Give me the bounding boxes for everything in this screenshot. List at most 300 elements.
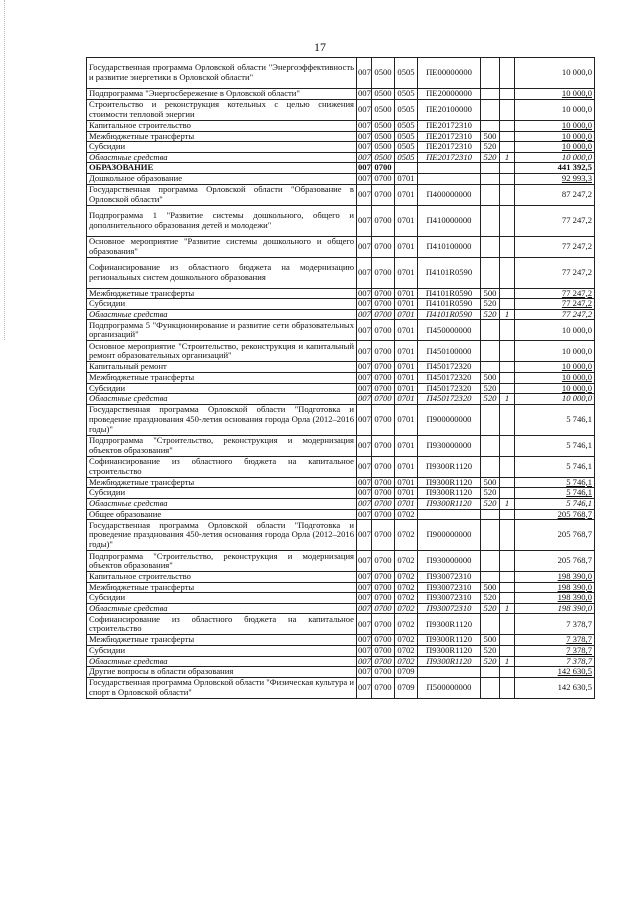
- cell-amount: 87 247,2: [515, 184, 595, 205]
- cell-section-code: 0700: [372, 477, 395, 488]
- cell-section-code: 0700: [372, 299, 395, 310]
- cell-section-code: 0700: [372, 383, 395, 394]
- cell-row-name: Областные средства: [87, 603, 357, 614]
- cell-expense-type-code: [481, 572, 500, 583]
- cell-funding-source-code: [500, 477, 515, 488]
- cell-funding-source-code: 1: [500, 498, 515, 509]
- cell-expense-type-code: 520: [481, 488, 500, 499]
- cell-row-name: Софинансирование из областного бюджета на капитальное строительство: [87, 456, 357, 477]
- cell-expense-type-code: 520: [481, 498, 500, 509]
- cell-funding-source-code: [500, 163, 515, 174]
- cell-subsection-code: 0701: [395, 456, 418, 477]
- table-row: [87, 205, 595, 236]
- cell-row-name: Субсидии: [87, 646, 357, 657]
- cell-funding-source-code: [500, 320, 515, 341]
- cell-section-code: 0700: [372, 309, 395, 320]
- cell-funding-source-code: [500, 572, 515, 583]
- cell-target-article-code: П9300R1120: [418, 456, 481, 477]
- cell-subsection-code: 0702: [395, 603, 418, 614]
- cell-subsection-code: 0701: [395, 372, 418, 383]
- table-row: [87, 551, 595, 572]
- table-body: [87, 58, 595, 699]
- cell-amount: 10 000,0: [515, 131, 595, 142]
- cell-funding-source-code: [500, 58, 515, 89]
- cell-target-article-code: П4101R0590: [418, 299, 481, 310]
- cell-amount: 10 000,0: [515, 89, 595, 100]
- cell-funding-source-code: [500, 131, 515, 142]
- cell-ministry-code: 007: [357, 677, 372, 698]
- cell-target-article-code: ПЕ20000000: [418, 89, 481, 100]
- cell-target-article-code: [418, 163, 481, 174]
- cell-row-name: Межбюджетные трансферты: [87, 635, 357, 646]
- cell-amount: 205 768,7: [515, 551, 595, 572]
- table-row: [87, 394, 595, 405]
- cell-amount: 77 247,2: [515, 257, 595, 288]
- cell-subsection-code: 0702: [395, 520, 418, 551]
- cell-section-code: 0700: [372, 456, 395, 477]
- cell-ministry-code: 007: [358, 592, 371, 603]
- cell-funding-source-code: [500, 372, 515, 383]
- cell-amount: 77 247,2: [515, 288, 595, 299]
- cell-ministry-code: 007: [357, 520, 372, 551]
- cell-target-article-code: П9300R1120: [418, 614, 481, 635]
- cell-ministry-code: 007: [357, 341, 372, 362]
- cell-target-article-code: П410100000: [418, 236, 481, 257]
- cell-expense-type-code: [481, 667, 500, 678]
- cell-subsection-code: 0505: [395, 100, 418, 121]
- cell-section-code: 0700: [372, 509, 395, 520]
- cell-ministry-code: 007: [358, 509, 371, 519]
- budget-table: [86, 57, 595, 699]
- cell-ministry-code: 007: [358, 477, 371, 487]
- cell-section-code: 0700: [372, 362, 395, 373]
- cell-section-code: 0700: [372, 435, 395, 456]
- table-row: [87, 667, 595, 678]
- cell-row-name: Подпрограмма 1 "Развитие системы дошкольного, общего и дополнительного образования детей и молодежи": [87, 205, 357, 236]
- cell-amount: 10 000,0: [515, 320, 595, 341]
- cell-ministry-code: 007: [358, 288, 371, 298]
- cell-row-name: Областные средства: [87, 498, 357, 509]
- cell-ministry-code: 007: [358, 645, 371, 656]
- cell-ministry-code: 007: [358, 173, 371, 183]
- cell-amount: 441 392,5: [515, 163, 595, 174]
- cell-row-name: Софинансирование из областного бюджета на капитальное строительство: [87, 614, 357, 635]
- table-row: [87, 614, 595, 635]
- cell-funding-source-code: 1: [500, 656, 515, 667]
- cell-expense-type-code: 520: [481, 646, 500, 657]
- cell-expense-type-code: [481, 320, 500, 341]
- cell-expense-type-code: 500: [481, 288, 500, 299]
- table-row: [87, 299, 595, 310]
- cell-row-name: Государственная программа Орловской области "Подготовка и проведение празднования 450-летия основания города Орла (2012–2016 годы)": [87, 520, 357, 551]
- cell-section-code: 0500: [372, 100, 395, 121]
- cell-ministry-code: 007: [358, 120, 371, 130]
- cell-target-article-code: П930072310: [418, 593, 481, 604]
- cell-subsection-code: 0505: [395, 89, 418, 100]
- table-row: [87, 309, 595, 320]
- cell-amount: 77 247,2: [515, 205, 595, 236]
- cell-expense-type-code: 500: [481, 477, 500, 488]
- cell-funding-source-code: [500, 100, 515, 121]
- cell-ministry-code: 007: [357, 320, 372, 341]
- cell-target-article-code: П930000000: [418, 551, 481, 572]
- cell-section-code: 0500: [372, 131, 395, 142]
- cell-subsection-code: 0701: [395, 205, 418, 236]
- cell-subsection-code: 0709: [395, 667, 418, 678]
- cell-expense-type-code: 500: [481, 372, 500, 383]
- cell-target-article-code: П450172320: [418, 394, 481, 405]
- cell-target-article-code: ПЕ20172310: [418, 142, 481, 153]
- cell-target-article-code: П930072310: [418, 572, 481, 583]
- cell-row-name: Субсидии: [87, 488, 357, 499]
- table-row: [87, 635, 595, 646]
- cell-section-code: 0700: [372, 677, 395, 698]
- cell-amount: 5 746,1: [515, 435, 595, 456]
- cell-subsection-code: 0701: [395, 435, 418, 456]
- cell-amount: 10 000,0: [515, 152, 595, 163]
- cell-section-code: 0700: [372, 320, 395, 341]
- cell-section-code: 0500: [372, 121, 395, 132]
- cell-funding-source-code: 1: [500, 152, 515, 163]
- cell-row-name: Межбюджетные трансферты: [87, 131, 357, 142]
- cell-row-name: Областные средства: [87, 656, 357, 667]
- cell-target-article-code: П450172320: [418, 383, 481, 394]
- cell-expense-type-code: 520: [481, 152, 500, 163]
- cell-amount: 77 247,2: [515, 299, 595, 310]
- cell-amount: 7 378,7: [515, 646, 595, 657]
- cell-subsection-code: 0701: [395, 404, 418, 435]
- cell-ministry-code: 007: [357, 614, 372, 635]
- table-row: [87, 456, 595, 477]
- cell-section-code: 0700: [372, 572, 395, 583]
- cell-row-name: Основное мероприятие "Строительство, реконструкция и капитальный ремонт образовательных организаций": [87, 341, 357, 362]
- cell-subsection-code: 0505: [395, 121, 418, 132]
- cell-expense-type-code: [481, 236, 500, 257]
- cell-row-name: Государственная программа Орловской области "Энергоэффективность и развитие энергетики в Орловской области": [87, 58, 357, 89]
- cell-subsection-code: 0701: [395, 498, 418, 509]
- cell-ministry-code: 007: [358, 666, 371, 677]
- cell-funding-source-code: [500, 551, 515, 572]
- cell-amount: 10 000,0: [515, 121, 595, 132]
- table-row: [87, 603, 595, 614]
- cell-amount: 7 378,7: [515, 635, 595, 646]
- table-row: [87, 152, 595, 163]
- cell-amount: 10 000,0: [515, 142, 595, 153]
- table-row: [87, 100, 595, 121]
- cell-section-code: 0700: [372, 488, 395, 499]
- cell-ministry-code: 007: [358, 152, 371, 162]
- cell-expense-type-code: [481, 677, 500, 698]
- cell-subsection-code: 0702: [395, 509, 418, 520]
- cell-amount: 7 378,7: [515, 614, 595, 635]
- cell-amount: 198 390,0: [515, 593, 595, 604]
- cell-expense-type-code: [481, 100, 500, 121]
- cell-target-article-code: П9300R1120: [418, 498, 481, 509]
- cell-expense-type-code: [481, 362, 500, 373]
- table-row: [87, 677, 595, 698]
- cell-subsection-code: 0701: [395, 383, 418, 394]
- cell-ministry-code: 007: [357, 404, 372, 435]
- cell-expense-type-code: 500: [481, 131, 500, 142]
- cell-ministry-code: 007: [357, 236, 372, 257]
- table-row: [87, 646, 595, 657]
- cell-row-name: Межбюджетные трансферты: [87, 288, 357, 299]
- table-row: [87, 89, 595, 100]
- cell-ministry-code: 007: [357, 205, 372, 236]
- cell-amount: 7 378,7: [515, 656, 595, 667]
- cell-amount: 77 247,2: [515, 236, 595, 257]
- cell-section-code: 0700: [372, 614, 395, 635]
- cell-target-article-code: П4101R0590: [418, 257, 481, 288]
- cell-expense-type-code: [481, 614, 500, 635]
- cell-funding-source-code: [500, 404, 515, 435]
- cell-funding-source-code: [500, 257, 515, 288]
- cell-section-code: 0700: [372, 498, 395, 509]
- cell-funding-source-code: [500, 520, 515, 551]
- cell-subsection-code: 0701: [395, 184, 418, 205]
- table-row: [87, 288, 595, 299]
- cell-row-name: Государственная программа Орловской области "Образование в Орловской области": [87, 184, 357, 205]
- cell-section-code: 0700: [372, 163, 395, 174]
- table-row: [87, 257, 595, 288]
- cell-row-name: Капитальный ремонт: [87, 362, 357, 373]
- cell-section-code: 0700: [372, 404, 395, 435]
- cell-expense-type-code: 520: [481, 299, 500, 310]
- cell-section-code: 0700: [372, 667, 395, 678]
- cell-amount: 5 746,1: [515, 488, 595, 499]
- cell-section-code: 0700: [372, 205, 395, 236]
- table-row: [87, 362, 595, 373]
- cell-funding-source-code: [500, 435, 515, 456]
- cell-expense-type-code: [481, 163, 500, 174]
- table-row: [87, 383, 595, 394]
- cell-ministry-code: 007: [358, 571, 371, 582]
- cell-row-name: Межбюджетные трансферты: [87, 477, 357, 488]
- cell-expense-type-code: [481, 520, 500, 551]
- cell-amount: 10 000,0: [515, 372, 595, 383]
- cell-row-name: Подпрограмма "Строительство, реконструкция и модернизация объектов образования": [87, 551, 357, 572]
- cell-funding-source-code: [500, 288, 515, 299]
- cell-row-name: Областные средства: [87, 309, 357, 320]
- table-row: [87, 142, 595, 153]
- cell-funding-source-code: 1: [500, 309, 515, 320]
- table-row: [87, 477, 595, 488]
- cell-subsection-code: 0701: [395, 341, 418, 362]
- cell-target-article-code: П4101R0590: [418, 288, 481, 299]
- cell-amount: 198 390,0: [515, 582, 595, 593]
- cell-section-code: 0700: [372, 184, 395, 205]
- cell-amount: 142 630,5: [515, 677, 595, 698]
- cell-row-name: Субсидии: [87, 593, 357, 604]
- cell-ministry-code: 007: [358, 582, 371, 592]
- cell-subsection-code: 0701: [395, 362, 418, 373]
- cell-row-name: Межбюджетные трансферты: [87, 582, 357, 593]
- table-row: [87, 341, 595, 362]
- table-row: [87, 131, 595, 142]
- cell-expense-type-code: 520: [481, 603, 500, 614]
- cell-subsection-code: 0701: [395, 288, 418, 299]
- cell-funding-source-code: 1: [500, 394, 515, 405]
- cell-section-code: 0500: [372, 142, 395, 153]
- cell-target-article-code: П9300R1120: [418, 646, 481, 657]
- cell-expense-type-code: 520: [481, 142, 500, 153]
- cell-ministry-code: 007: [358, 162, 371, 173]
- cell-amount: 10 000,0: [515, 362, 595, 373]
- cell-ministry-code: 007: [358, 131, 371, 141]
- table-row: [87, 435, 595, 456]
- cell-subsection-code: 0701: [395, 299, 418, 310]
- cell-section-code: 0700: [372, 257, 395, 288]
- cell-funding-source-code: [500, 142, 515, 153]
- cell-row-name: Государственная программа Орловской области "Подготовка и проведение празднования 450-летия основания города Орла (2012–2016 годы)": [87, 404, 357, 435]
- cell-target-article-code: П9300R1120: [418, 656, 481, 667]
- table-row: [87, 320, 595, 341]
- cell-target-article-code: П450100000: [418, 341, 481, 362]
- cell-target-article-code: [418, 509, 481, 520]
- table-row: [87, 404, 595, 435]
- cell-target-article-code: ПЕ20172310: [418, 121, 481, 132]
- cell-funding-source-code: [500, 341, 515, 362]
- cell-funding-source-code: [500, 173, 515, 184]
- cell-row-name: Другие вопросы в области образования: [87, 667, 357, 678]
- cell-row-name: Софинансирование из областного бюджета на модернизацию региональных систем дошкольного образования: [87, 257, 357, 288]
- cell-target-article-code: П500000000: [418, 677, 481, 698]
- cell-expense-type-code: [481, 509, 500, 520]
- cell-target-article-code: ПЕ20172310: [418, 152, 481, 163]
- cell-target-article-code: П900000000: [418, 404, 481, 435]
- cell-subsection-code: 0701: [395, 488, 418, 499]
- cell-target-article-code: П9300R1120: [418, 488, 481, 499]
- cell-section-code: 0700: [372, 394, 395, 405]
- cell-target-article-code: П900000000: [418, 520, 481, 551]
- cell-expense-type-code: [481, 58, 500, 89]
- cell-expense-type-code: 520: [481, 394, 500, 405]
- cell-subsection-code: 0702: [395, 582, 418, 593]
- table-row: [87, 582, 595, 593]
- table-row: [87, 520, 595, 551]
- cell-section-code: 0500: [372, 89, 395, 100]
- cell-target-article-code: П930000000: [418, 435, 481, 456]
- cell-target-article-code: П930072310: [418, 603, 481, 614]
- cell-row-name: Строительство и реконструкция котельных с целью снижения стоимости тепловой энергии: [87, 100, 357, 121]
- cell-ministry-code: 007: [357, 551, 372, 572]
- cell-subsection-code: 0505: [395, 131, 418, 142]
- cell-ministry-code: 007: [357, 184, 372, 205]
- cell-row-name: Субсидии: [87, 299, 357, 310]
- cell-expense-type-code: 520: [481, 309, 500, 320]
- cell-amount: 10 000,0: [515, 341, 595, 362]
- cell-expense-type-code: 520: [481, 383, 500, 394]
- cell-funding-source-code: [500, 299, 515, 310]
- table-row: [87, 488, 595, 499]
- cell-subsection-code: 0701: [395, 257, 418, 288]
- cell-amount: 92 993,3: [515, 173, 595, 184]
- cell-amount: 5 746,1: [515, 404, 595, 435]
- cell-section-code: 0700: [372, 593, 395, 604]
- cell-funding-source-code: [500, 362, 515, 373]
- cell-funding-source-code: [500, 614, 515, 635]
- cell-ministry-code: 007: [358, 141, 371, 152]
- cell-section-code: 0700: [372, 341, 395, 362]
- cell-subsection-code: 0702: [395, 551, 418, 572]
- cell-funding-source-code: [500, 184, 515, 205]
- cell-funding-source-code: [500, 236, 515, 257]
- cell-section-code: 0700: [372, 635, 395, 646]
- cell-subsection-code: 0701: [395, 309, 418, 320]
- cell-funding-source-code: [500, 646, 515, 657]
- cell-subsection-code: 0701: [395, 173, 418, 184]
- table-row: [87, 236, 595, 257]
- cell-expense-type-code: 520: [481, 656, 500, 667]
- cell-expense-type-code: [481, 341, 500, 362]
- cell-amount: 198 390,0: [515, 603, 595, 614]
- table-row: [87, 184, 595, 205]
- cell-target-article-code: П450000000: [418, 320, 481, 341]
- cell-subsection-code: [395, 163, 418, 174]
- cell-funding-source-code: [500, 582, 515, 593]
- cell-row-name: Областные средства: [87, 152, 357, 163]
- table-row: [87, 593, 595, 604]
- cell-target-article-code: П930072310: [418, 582, 481, 593]
- cell-section-code: 0700: [372, 582, 395, 593]
- cell-target-article-code: П450172320: [418, 362, 481, 373]
- cell-ministry-code: 007: [358, 634, 371, 645]
- table-row: [87, 121, 595, 132]
- cell-ministry-code: 007: [358, 487, 371, 498]
- cell-expense-type-code: [481, 257, 500, 288]
- cell-subsection-code: 0505: [395, 58, 418, 89]
- cell-ministry-code: 007: [358, 88, 371, 99]
- cell-section-code: 0700: [372, 236, 395, 257]
- cell-ministry-code: 007: [358, 372, 371, 382]
- cell-amount: 5 746,1: [515, 456, 595, 477]
- cell-amount: 5 746,1: [515, 477, 595, 488]
- cell-row-name: Общее образование: [87, 509, 357, 520]
- cell-ministry-code: 007: [358, 603, 371, 613]
- cell-section-code: 0700: [372, 288, 395, 299]
- cell-funding-source-code: [500, 667, 515, 678]
- cell-expense-type-code: [481, 435, 500, 456]
- cell-target-article-code: ПЕ20172310: [418, 131, 481, 142]
- cell-row-name: Областные средства: [87, 394, 357, 405]
- cell-target-article-code: П9300R1120: [418, 635, 481, 646]
- table-row: [87, 372, 595, 383]
- cell-amount: 10 000,0: [515, 58, 595, 89]
- cell-subsection-code: 0701: [395, 477, 418, 488]
- table-row: [87, 58, 595, 89]
- cell-funding-source-code: [500, 593, 515, 604]
- cell-funding-source-code: [500, 488, 515, 499]
- cell-section-code: 0700: [372, 173, 395, 184]
- cell-row-name: Капитальное строительство: [87, 121, 357, 132]
- cell-target-article-code: [418, 667, 481, 678]
- cell-row-name: Субсидии: [87, 383, 357, 394]
- cell-subsection-code: 0702: [395, 646, 418, 657]
- cell-amount: 10 000,0: [515, 383, 595, 394]
- cell-funding-source-code: [500, 509, 515, 520]
- cell-ministry-code: 007: [358, 656, 371, 666]
- cell-ministry-code: 007: [357, 456, 372, 477]
- cell-funding-source-code: [500, 456, 515, 477]
- table-row: [87, 498, 595, 509]
- table-row: [87, 572, 595, 583]
- cell-amount: 205 768,7: [515, 520, 595, 551]
- cell-expense-type-code: [481, 456, 500, 477]
- cell-funding-source-code: [500, 635, 515, 646]
- cell-target-article-code: П410000000: [418, 205, 481, 236]
- cell-row-name: Государственная программа Орловской области "Физическая культура и спорт в Орловской области": [87, 677, 357, 698]
- cell-amount: 205 768,7: [515, 509, 595, 520]
